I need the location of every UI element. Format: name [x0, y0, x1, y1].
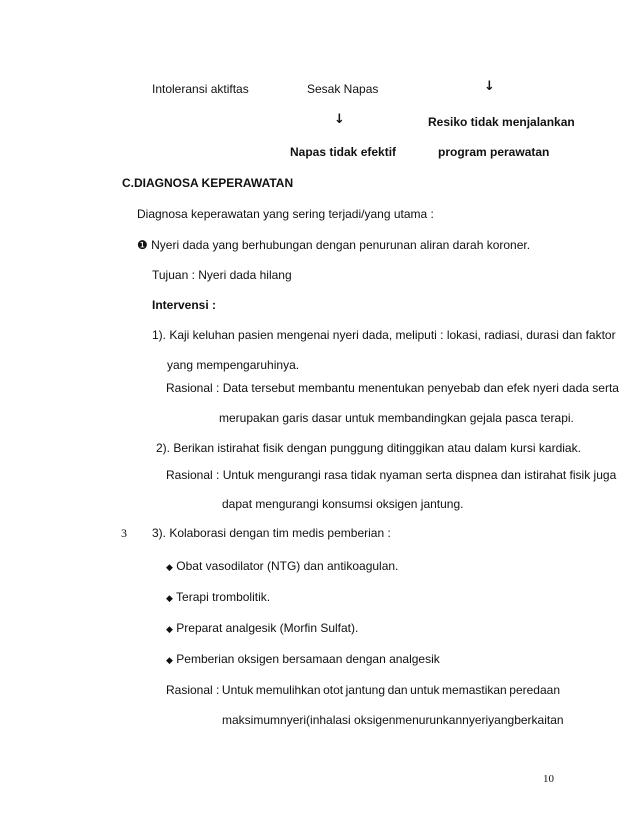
tujuan-text: Tujuan : Nyeri dada hilang	[152, 268, 292, 282]
intervensi-item-1-cont: yang mempengaruhinya.	[167, 358, 300, 372]
list-item: ◆ Obat vasodilator (NTG) dan antikoagulan.	[166, 559, 399, 573]
numbered-bullet-icon: ❶	[137, 238, 148, 252]
intro-text: Diagnosa keperawatan yang sering terjadi/yang utama :	[137, 207, 434, 221]
rasional-3: Rasional : Untuk memulihkan otot jantung dan untuk memastikan peredaan	[166, 683, 560, 697]
list-item: ◆ Pemberian oksigen bersamaan dengan analgesik	[166, 652, 440, 666]
intervensi-item-3: 3). Kolaborasi dengan tim medis pemberian :	[152, 526, 391, 540]
arrow-down-icon: ↓	[484, 79, 495, 94]
list-item: ◆ Preparat analgesik (Morfin Sulfat).	[166, 621, 359, 635]
flow-napas-tidak-efektif: Napas tidak efektif	[290, 145, 397, 159]
rasional-1: Rasional : Data tersebut membantu menentukan penyebab dan efek nyeri dada serta	[166, 381, 619, 395]
diamond-bullet-icon: ◆	[166, 655, 173, 665]
arrow-down-icon: ↓	[334, 112, 345, 127]
diamond-bullet-icon: ◆	[166, 593, 173, 603]
flow-sesak-napas: Sesak Napas	[307, 82, 379, 96]
margin-number: 3	[121, 526, 127, 540]
diamond-bullet-icon: ◆	[166, 562, 173, 572]
intervensi-title: Intervensi :	[152, 298, 217, 312]
page-number: 10	[543, 773, 554, 785]
diagnosis-item	[137, 238, 530, 252]
intervensi-item-2: 2). Berikan istirahat fisik dengan punggung ditinggikan atau dalam kursi kardiak.	[156, 441, 581, 455]
diamond-bullet-icon: ◆	[166, 624, 173, 634]
flow-intoleransi: Intoleransi aktiftas	[152, 82, 249, 96]
rasional-2: Rasional : Untuk mengurangi rasa tidak nyaman serta dispnea dan istirahat fisik juga	[166, 468, 617, 482]
intervensi-item-1: 1). Kaji keluhan pasien mengenai nyeri dada, meliputi : lokasi, radiasi, durasi dan faktor	[152, 328, 616, 342]
section-title: C.DIAGNOSA KEPERAWATAN	[122, 176, 294, 190]
list-item: ◆ Terapi trombolitik.	[166, 590, 271, 604]
rasional-2-cont: dapat mengurangi konsumsi oksigen jantung.	[222, 497, 464, 511]
rasional-1-cont: merupakan garis dasar untuk membandingkan gejala pasca terapi.	[219, 411, 574, 425]
flow-resiko-line1: Resiko tidak menjalankan	[428, 115, 575, 129]
diagnosis-text: Nyeri dada yang berhubungan dengan penurunan aliran darah koroner.	[151, 238, 531, 252]
rasional-3-cont: maksimum nyeri (inhalasi oksigen menurunkan nyeri yang berkaitan	[222, 713, 564, 727]
flow-resiko-line2: program perawatan	[438, 145, 550, 159]
